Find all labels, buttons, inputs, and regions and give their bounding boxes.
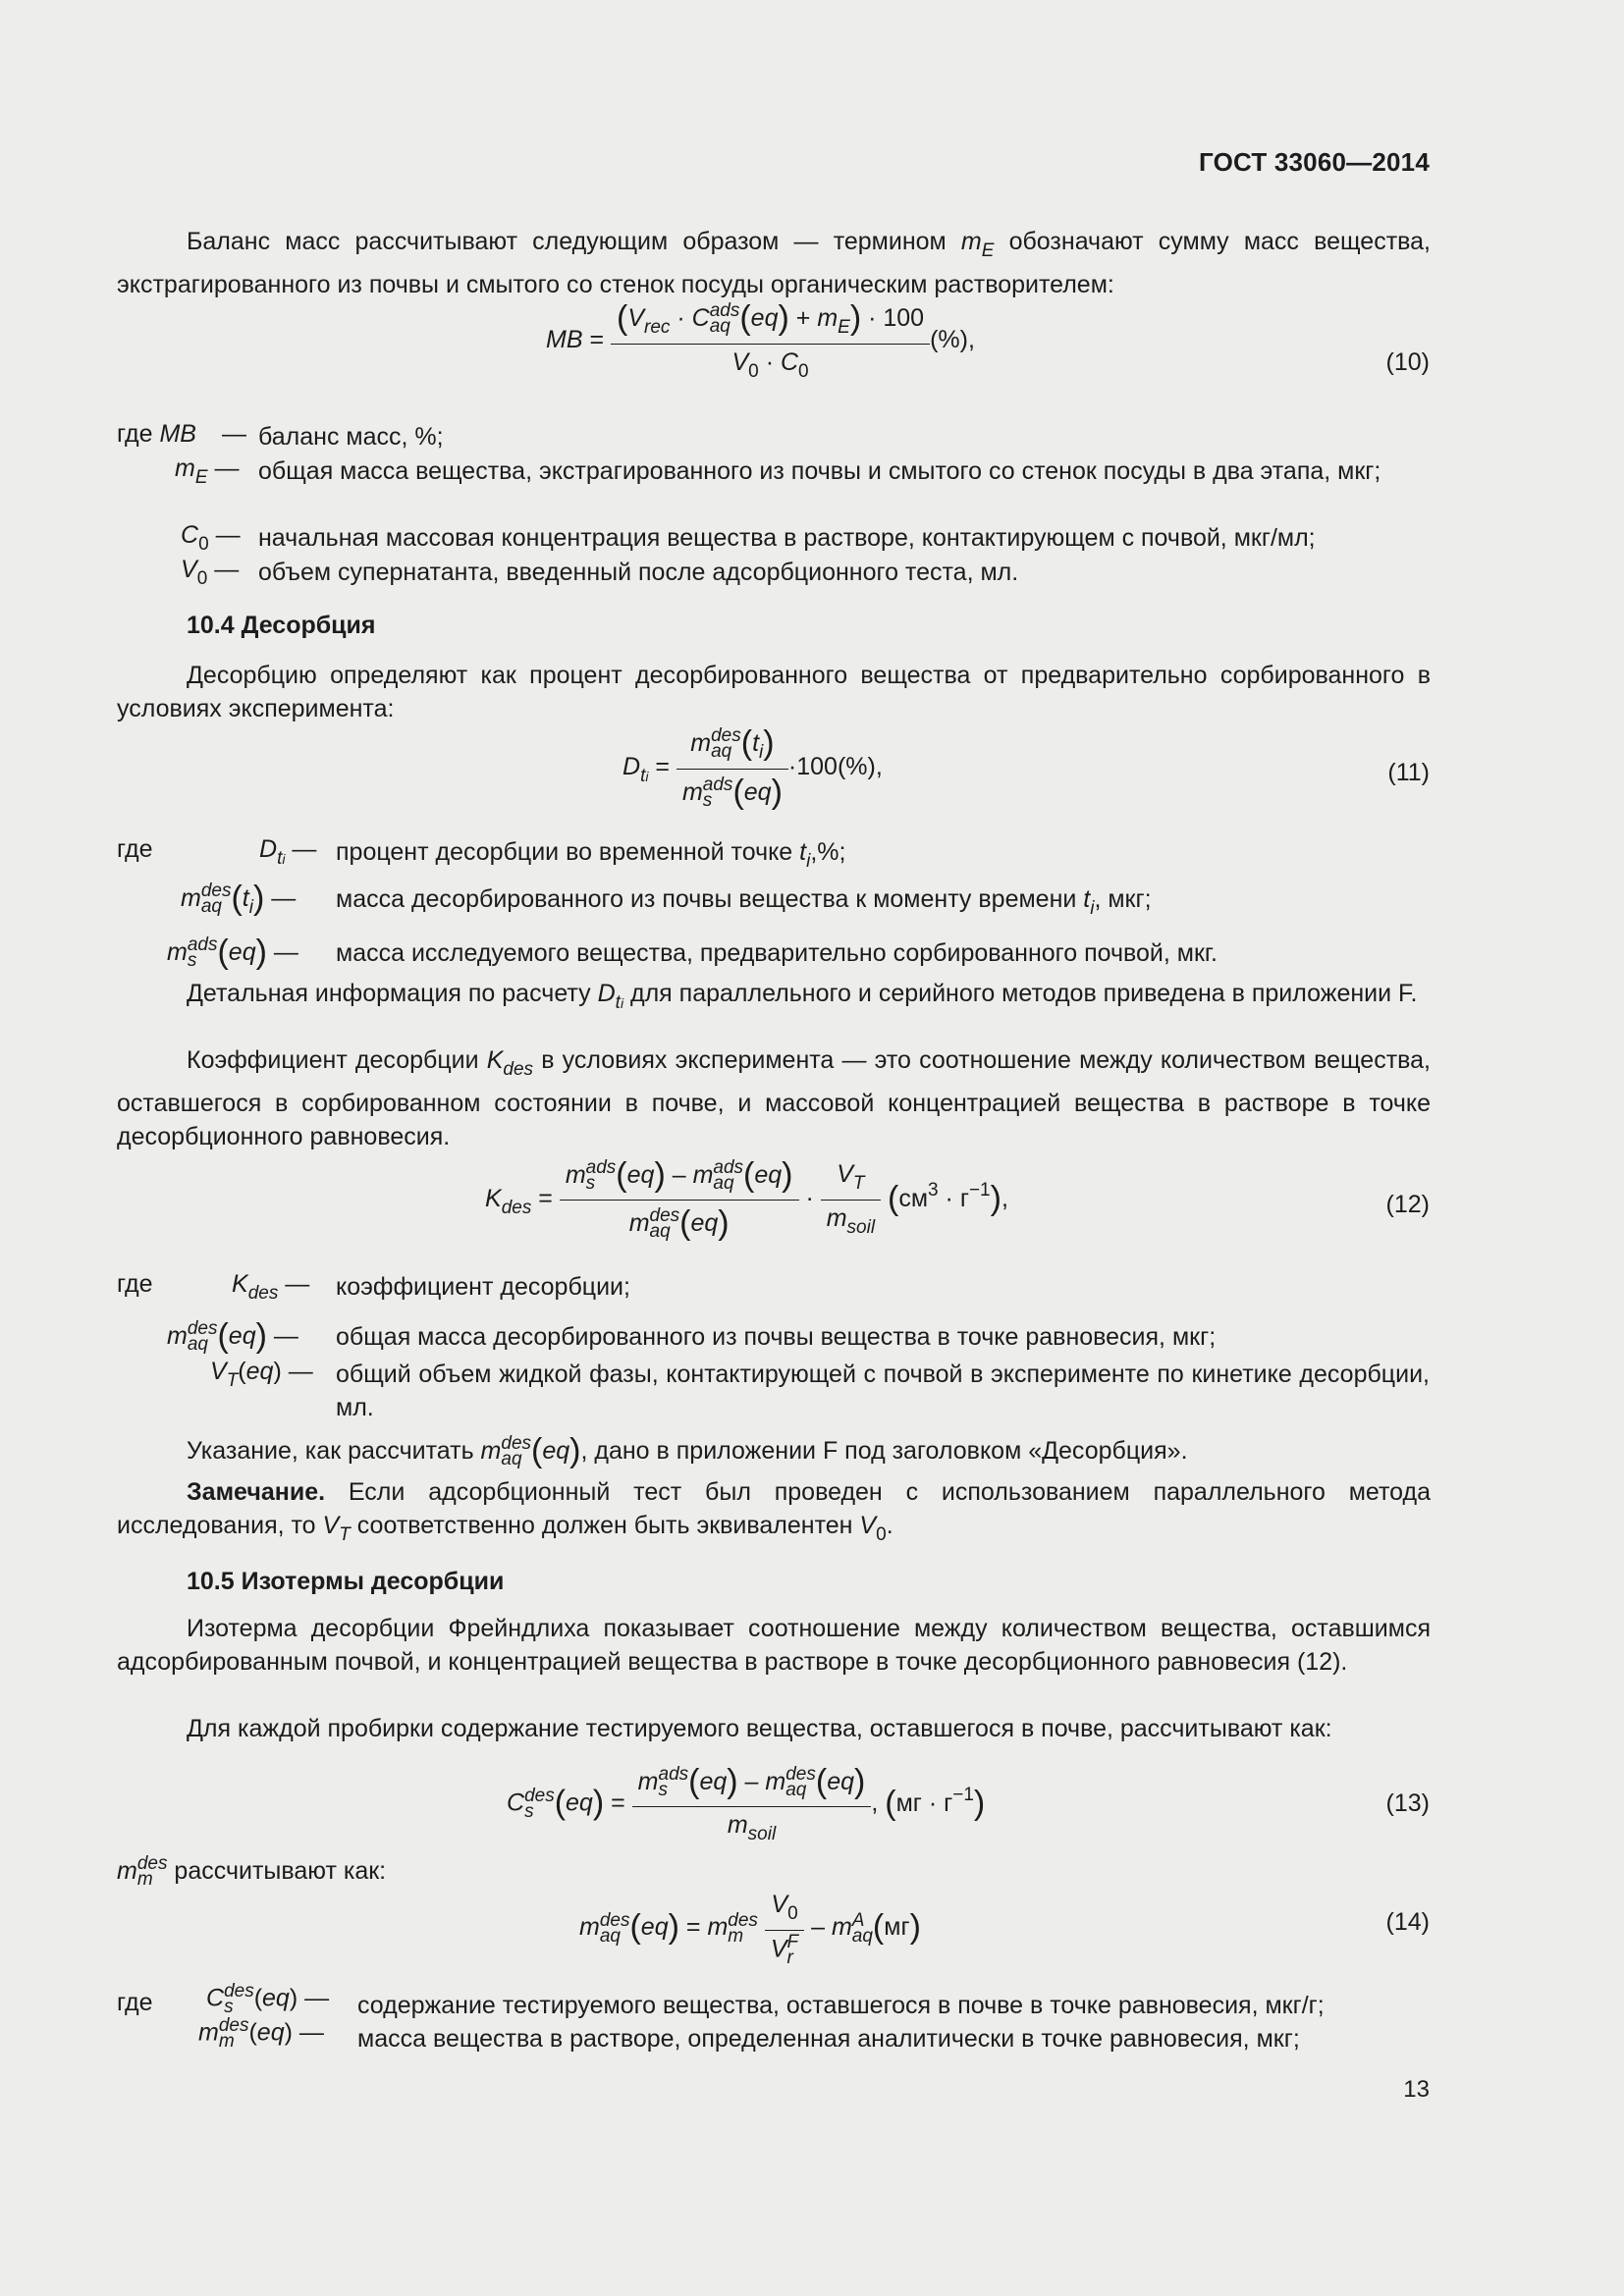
para-isotherm: Изотерма десорбции Фрейндлиха показывает соотношение между количеством вещества, оставшимся адсорбированным почвой, и концентрацией вещества в растворе в точке десорбционного равновесия (12).	[117, 1615, 1431, 1676]
def-label-cs-des: C des s (eq) —	[206, 1981, 330, 2017]
def-label-dti: $D_{ti}$ —	[259, 835, 317, 869]
def-label-c0: $C_0$ —	[181, 521, 241, 555]
document-page: ГОСТ 33060—2014 Баланс масс рассчитывают следующим образом — термином $m_E$ обозначают сумму масс вещества, экстрагированного из почвы и смытого со стенок посуды органическим растворителем: MB = ($V_{rec} \cdot C$ ads aq $(eq) + m_E) \cdot 100$ $V_0 \cdot C_0$ (%), (10) где MB — баланс масс, %; $m_E$ — общая масса вещества, экстрагированного из почвы и смытого со стенок посуды в два этапа, мкг; $C_0$ — начальная массовая концентрация вещества в растворе, контактирующем с почвой, мкг/мл; $V_0$ — объем супернатанта, введенный после адсорбционного теста, мл. 10.4 Десорбция Десорбцию определяют как процент десорбированного вещества от предварительно сорбированного в условиях эксперимента: $D_{ti}$ = m des aq $(t_i)$ m ads s (eq) ·100(%), (11) где $D_{ti}$ — процент десорбции во временной точке $t_i,\%$; m des aq $(t_i)$ — масса десорбированного из почвы вещества к моменту времени $t_i$, мкг; m ads s (eq) — масса исследуемого вещества, предварительно сорбированного почвой, мкг. Детальная информация по расчету $D_{ti}$ для параллельного и серийного методов приведена в приложении F. Коэффициент десорбции $K_{des}$ в условиях эксперимента — это соотношение между количеством вещества, оставшегося в сорбированном состоянии в почве, и массовой концентрацией вещества в растворе в точке десорбционного равновесия. $K_{des}$ = m ads s (eq) – m ads aq (eq) m des aq (eq) · $\frac{V_T}{m_{soil}}$ $(см^3 \cdot г^{-1})$, (12) где $K_{des}$ — коэффициент десорбции; m des aq (eq) — общая масса десорбированного из почвы вещества в точке равновесия, мкг; $V_T(eq)$ — общий объем жидкой фазы, контактирующей с почвой в эксперименте по кинетике десорбции, мл. Указание, как рассчитать m des aq (eq), дано в приложении F под заголовком «Десорбция». Замечание. Если адсорбционный тест был проведен с использованием параллельного метода исследования, то $V_T$ соответственно должен быть эквивалентен $V_0$. 10.5 Изотермы десорбции Изотерма десорбции Фрейндлиха показывает соотношение между количеством вещества, оставшимся адсорбированным почвой, и концентрацией вещества в растворе в точке десорбционного равновесия (12). Для каждой пробирки содержание тестируемого вещества, оставшегося в почве, рассчитывают как: C des s (eq) = m ads s (eq) – m des aq (eq) $m_{soil}$ , $(мг \cdot г^{-1})$ (13) m des m рассчитывают как: m des aq (eq) = m des m $V_0$ V F r – m A aq (мг) (14) где C des s (eq) — содержание тестируемого вещества, оставшегося в почве в точке равновесия, мкг/г; m des m (eq) — масса вещества в растворе, определенная аналитически в точке равновесия, мкг; 13	[0, 0, 1624, 2296]
equation-10: MB = ($V_{rec} \cdot C$ ads aq $(eq) + m_E) \cdot 100$ $V_0 \cdot C_0$ (%),	[546, 299, 975, 382]
eq11-units: ·100(%),	[787, 753, 883, 781]
def-label-maq-des-ti: m des aq $(t_i)$ —	[181, 880, 297, 918]
mm-calc-line: m des m рассчитывают как:	[117, 1853, 387, 1891]
eq12-number: (12)	[1385, 1191, 1430, 1218]
def-label-mm-des: m des m (eq) —	[198, 2015, 324, 2052]
def-vt: общий объем жидкой фазы, контактирующей с почвой в эксперименте по кинетике десорбции, мл.	[336, 1361, 1430, 1421]
def-me: общая масса вещества, экстрагированного из почвы и смытого со стенок посуды в два этапа, мкг;	[258, 457, 1381, 485]
def-c0: начальная массовая концентрация вещества в растворе, контактирующем с почвой, мкг/мл;	[258, 524, 1316, 552]
section-10-4-title: 10.4 Десорбция	[187, 612, 376, 639]
eq10-number: (10)	[1385, 348, 1430, 376]
where-word: где MB	[117, 420, 196, 448]
para-each-tube: Для каждой пробирки содержание тестируемого вещества, оставшегося в почве, рассчитывают как:	[187, 1715, 1332, 1742]
page-number: 13	[1403, 2076, 1430, 2103]
def-label-vt: $V_T(eq)$ —	[210, 1358, 313, 1391]
def-dti: процент десорбции во временной точке $t_i,\%$;	[336, 838, 846, 872]
def-label-kdes: $K_{des}$ —	[232, 1270, 310, 1304]
equation-14: m des aq (eq) = m des m $V_0$ V F r – m A aq (мг)	[579, 1891, 921, 1968]
def-label-maq-des-eq: m des aq (eq) —	[167, 1317, 298, 1356]
para-hint: Указание, как рассчитать m des aq (eq), дано в приложении F под заголовком «Десорбция».	[187, 1432, 1188, 1470]
def-mb: баланс масс, %;	[258, 423, 444, 451]
def-cs-des: содержание тестируемого вещества, оставшегося в почве в точке равновесия, мкг/г;	[357, 1992, 1325, 2019]
eq10-units: (%),	[930, 326, 975, 354]
equation-12: $K_{des}$ = m ads s (eq) – m ads aq (eq) m des aq (eq) · $\frac{V_T}{m_{soil}}$ $(см^3 \cdot г^{-1})$,	[485, 1156, 1008, 1243]
def-label-v0: $V_0$ —	[181, 556, 240, 589]
section-10-5-title: 10.5 Изотермы десорбции	[187, 1568, 505, 1595]
equation-11: $D_{ti}$ = m des aq $(t_i)$ m ads s (eq) ·100(%),	[623, 724, 883, 812]
def-maq-des-eq: общая масса десорбированного из почвы вещества в точке равновесия, мкг;	[336, 1323, 1217, 1351]
def-maq-des-ti: масса десорбированного из почвы вещества к моменту времени $t_i$, мкг;	[336, 885, 1152, 919]
def-label-me: $m_E$ —	[175, 454, 240, 488]
para-desorption: Десорбцию определяют как процент десорбированного вещества от предварительно сорбированного в условиях эксперимента:	[117, 662, 1431, 722]
def-v0: объем супернатанта, введенный после адсорбционного теста, мл.	[258, 559, 1019, 586]
def-label-ms-ads: m ads s (eq) —	[167, 934, 298, 972]
eq13-number: (13)	[1385, 1789, 1430, 1817]
eq14-number: (14)	[1385, 1908, 1430, 1936]
eq11-number: (11)	[1387, 759, 1430, 786]
para-detail: Детальная информация по расчету $D_{ti}$ для параллельного и серийного методов приведена в приложении F.	[187, 980, 1418, 1013]
def-mm-des: масса вещества в растворе, определенная аналитически в точке равновесия, мкг;	[357, 2025, 1300, 2053]
standard-header: ГОСТ 33060—2014	[1199, 147, 1430, 177]
eq12-units: $(см^3 \cdot г^{-1})$,	[888, 1179, 1008, 1217]
def-kdes: коэффициент десорбции;	[336, 1273, 630, 1301]
equation-13: C des s (eq) = m ads s (eq) – m des aq (eq) $m_{soil}$ , $(мг \cdot г^{-1})$	[507, 1763, 986, 1844]
eq13-units: $(мг \cdot г^{-1})$	[885, 1784, 986, 1822]
para-note: Замечание. Если адсорбционный тест был проведен с использованием параллельного метода исследования, то $V_T$ соответственно должен быть эквивалентен $V_0$.	[117, 1478, 1431, 1545]
para-mass-balance: Баланс масс рассчитывают следующим образом — термином $m_E$ обозначают сумму масс вещества, экстрагированного из почвы и смытого со стенок посуды органическим растворителем:	[117, 228, 1431, 298]
def-ms-ads: масса исследуемого вещества, предварительно сорбированного почвой, мкг.	[336, 939, 1218, 967]
para-kdes: Коэффициент десорбции $K_{des}$ в условиях эксперимента — это соотношение между количеством вещества, оставшегося в сорбированном состоянии в почве, и массовой концентрацией вещества в растворе в точке десорбционного равновесия.	[117, 1046, 1431, 1150]
